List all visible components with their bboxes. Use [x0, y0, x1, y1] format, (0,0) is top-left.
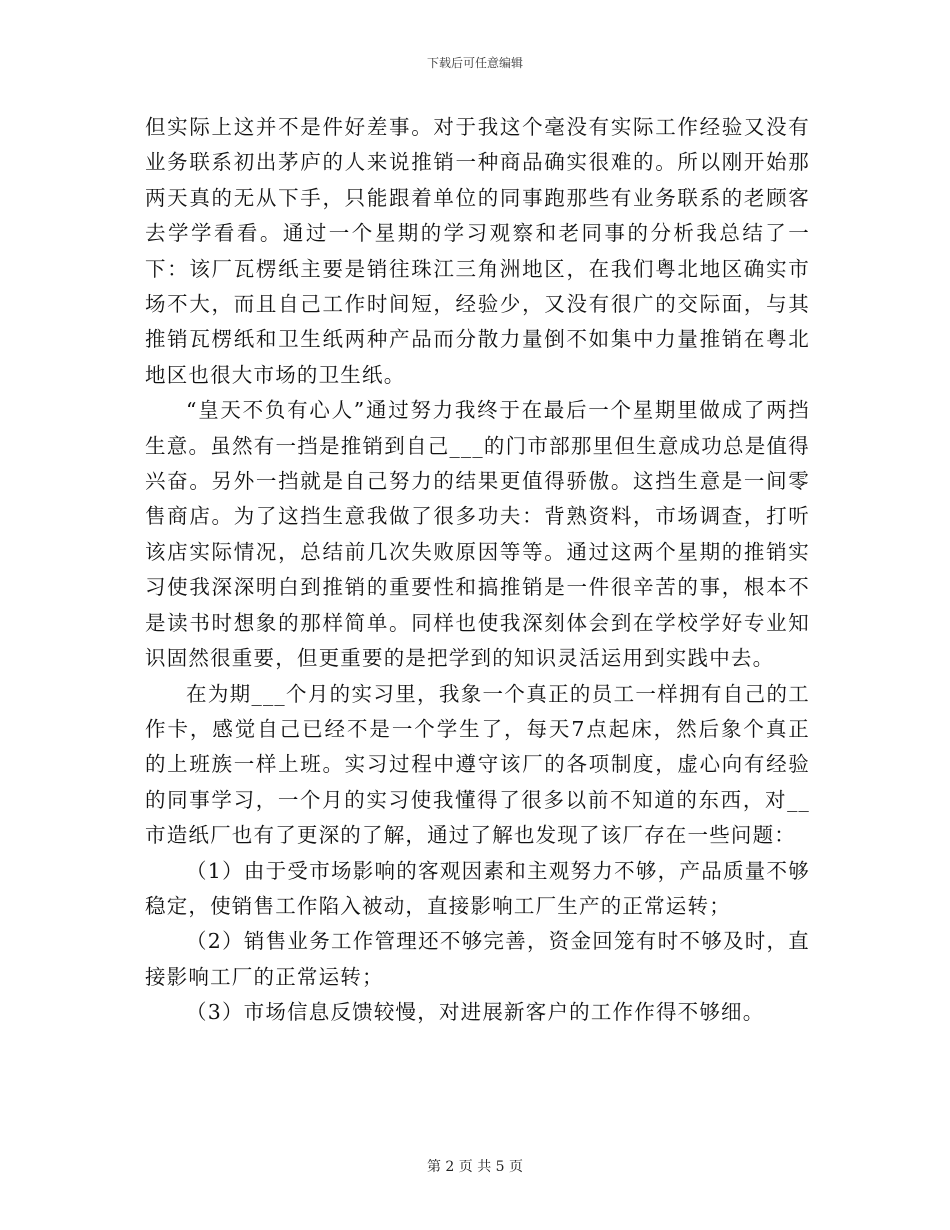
list-item-3: （3）市场信息反馈较慢，对进展新客户的工作作得不够细。: [186, 1000, 765, 1025]
header-note: 下载后可任意编辑: [426, 56, 523, 70]
list-item-2: （2）销售业务工作管理还不够完善，资金回笼有时不够及时，直接影响工厂的正常运转；: [145, 929, 810, 989]
paragraph-2: “皇天不负有心人”通过努力我终于在最后一个星期里做成了两挡生意。虽然有一挡是推销到自己___的门市部那里但生意成功总是值得兴奋。另外一挡就是自己努力的结果更值得骄傲。这挡生意是一间零售商店。为了这挡生意我做了很多功夫：背熟资料，市场调查，打听该店实际情况，总结前几次失败原因等等。通过这两个星期的推销实习使我深深明白到推销的重要性和搞推销是一件很辛苦的事，根本不是读书时想象的那样简单。同样也使我深刻体会到在学校学好专业知识固然很重要，但更重要的是把学到的知识灵活运用到实践中去。: [145, 398, 810, 671]
page-number: 第 2 页 共 5 页: [426, 1159, 524, 1175]
list-item-1: （1）由于受市场影响的客观因素和主观努力不够，产品质量不够稳定，使销售工作陷入被动，直接影响工厂生产的正常运转；: [145, 858, 810, 918]
paragraph-1: 但实际上这并不是件好差事。对于我这个毫没有实际工作经验又没有业务联系初出茅庐的人来说推销一种商品确实很难的。所以刚开始那两天真的无从下手，只能跟着单位的同事跑那些有业务联系的老顾客去学学看看。通过一个星期的学习观察和老同事的分析我总结了一下：该厂瓦楞纸主要是销往珠江三角洲地区，在我们粤北地区确实市场不大，而且自己工作时间短，经验少，又没有很广的交际面，与其推销瓦楞纸和卫生纸两种产品而分散力量倒不如集中力量推销在粤北地区也很大市场的卫生纸。: [145, 115, 810, 387]
document-body: [145, 110, 810, 1031]
paragraph-3: 在为期___个月的实习里，我象一个真正的员工一样拥有自己的工作卡，感觉自己已经不是一个学生了，每天7点起床，然后象个真正的上班族一样上班。实习过程中遵守该厂的各项制度，虚心向有经验的同事学习，一个月的实习使我懂得了很多以前不知道的东西，对__市造纸厂也有了更深的了解，通过了解也发现了该厂存在一些问题：: [145, 681, 810, 848]
